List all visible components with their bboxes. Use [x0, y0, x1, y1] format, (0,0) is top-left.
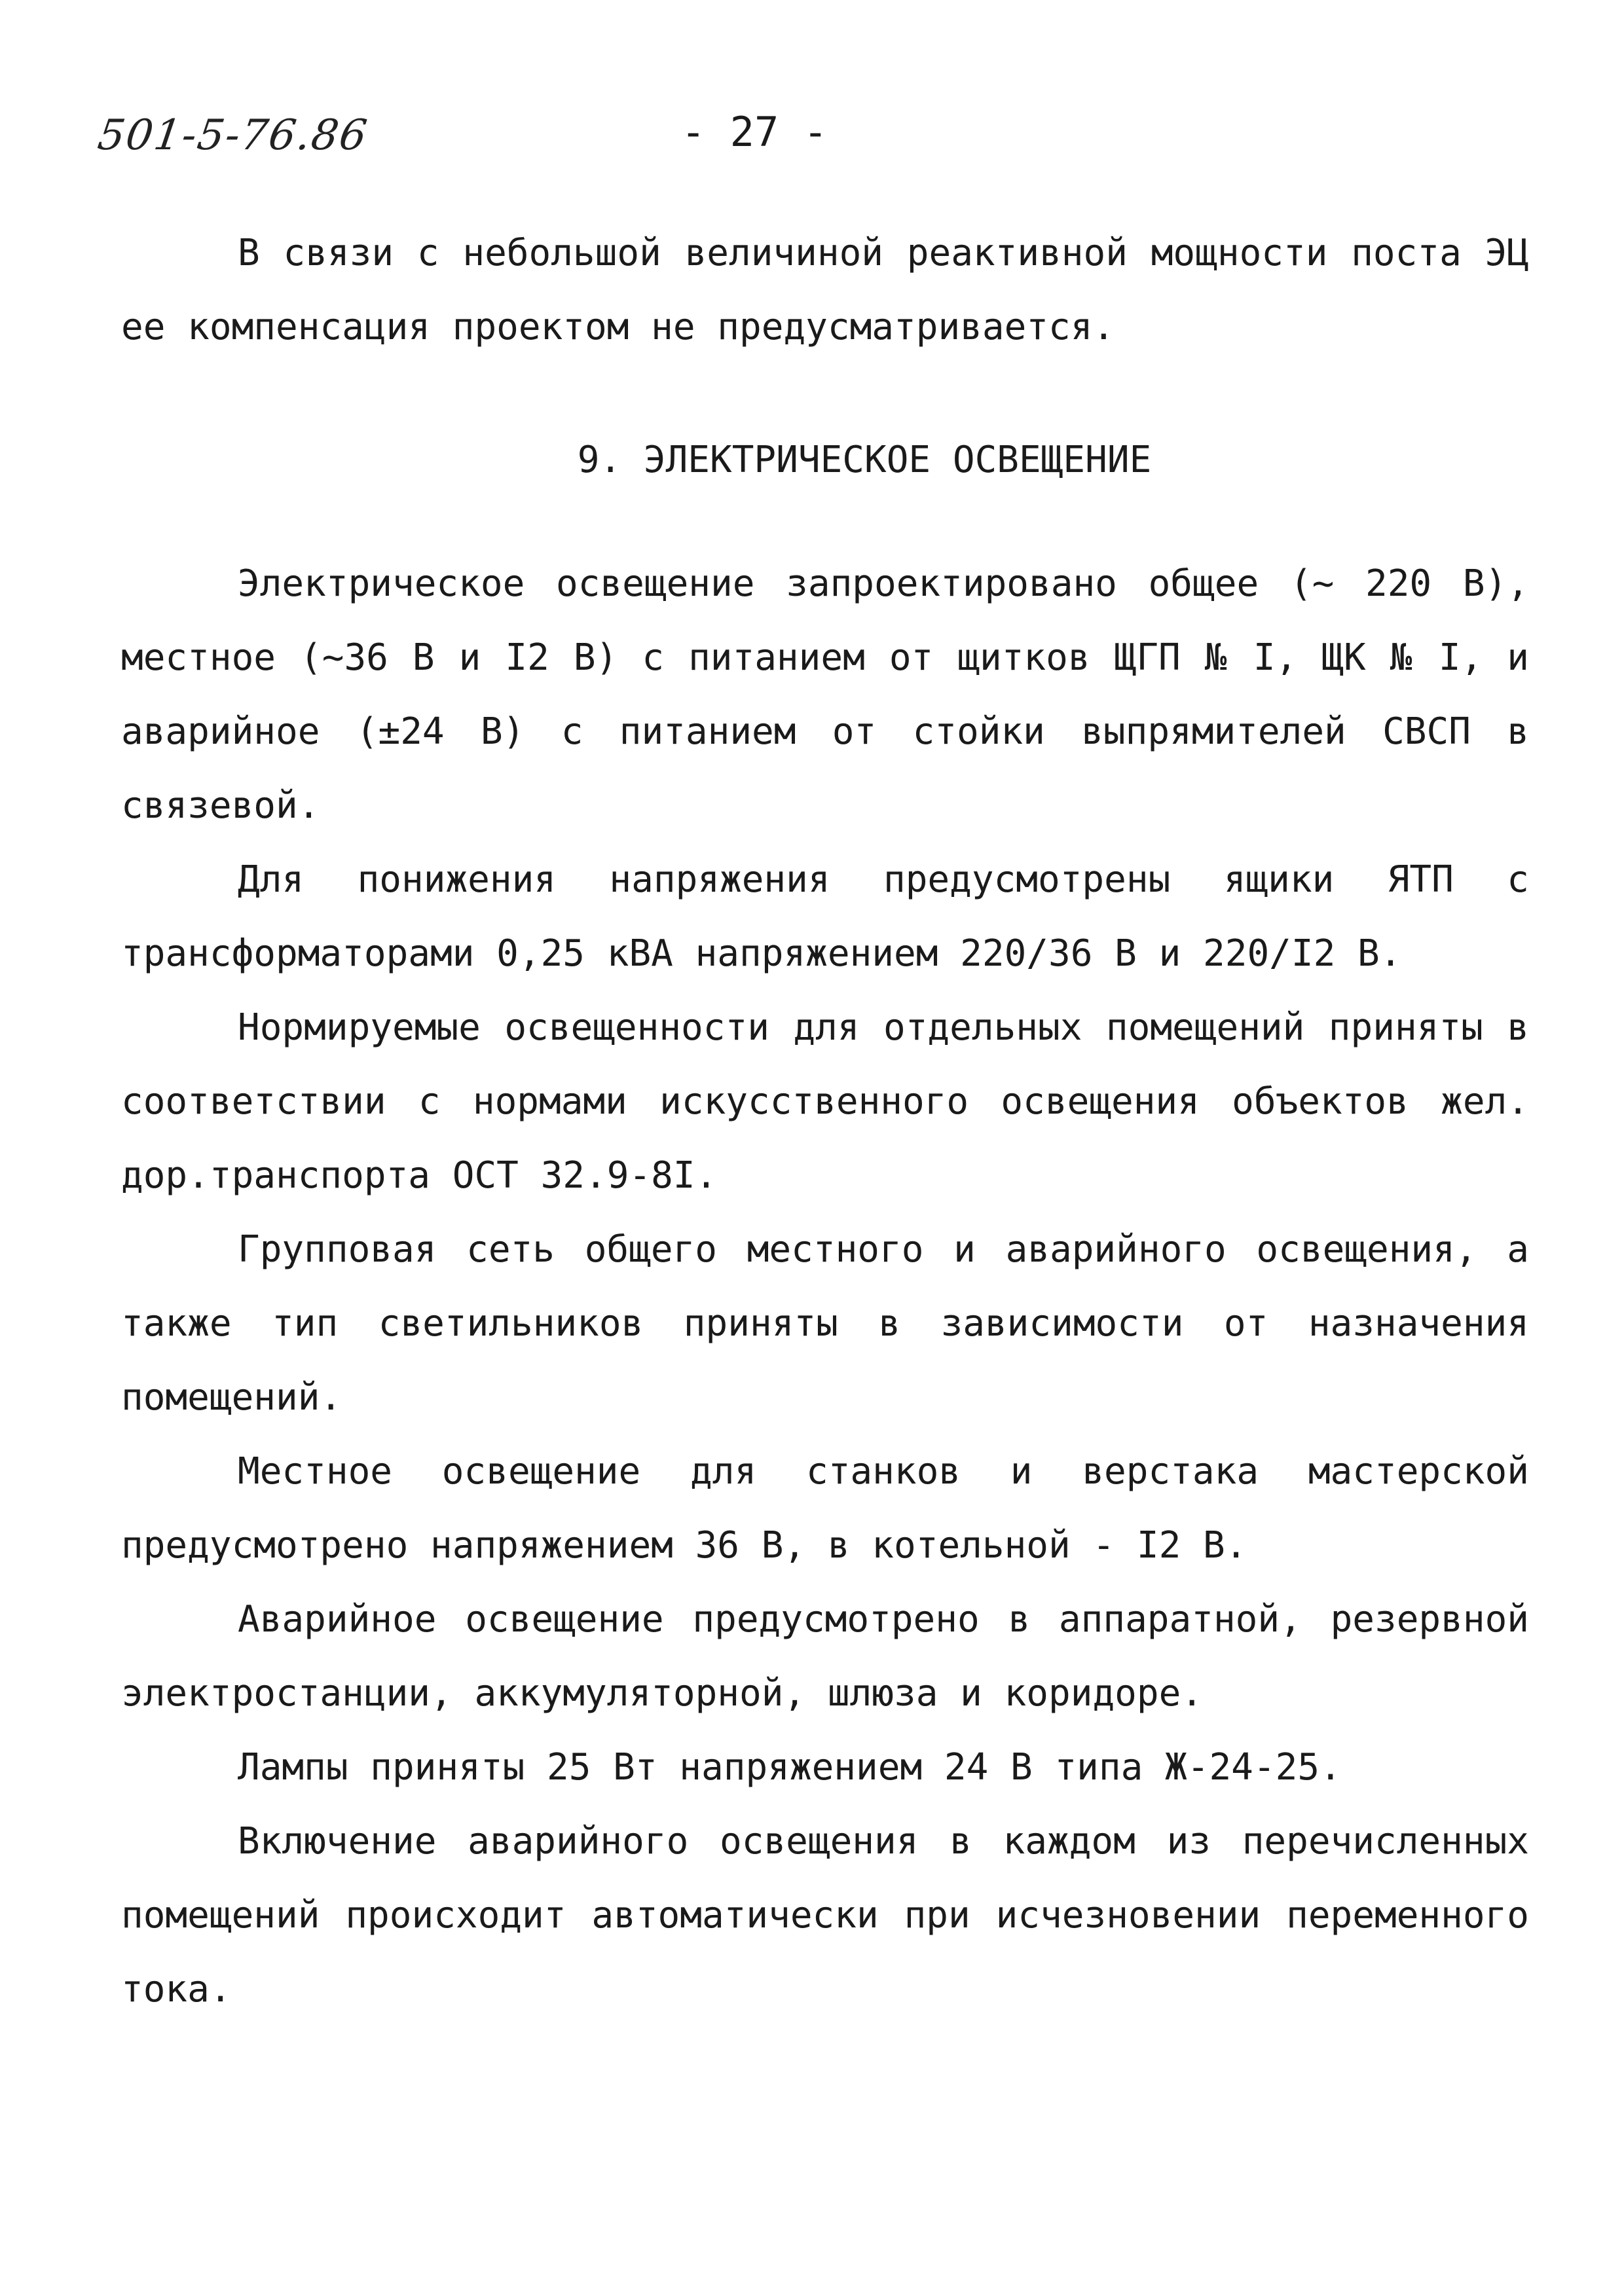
page-number: - 27 - — [681, 108, 828, 156]
paragraph-group-network: Групповая сеть общего местного и аварийного освещения, а также тип светильников приняты в зависимости от назначения помещений. — [121, 1228, 1529, 1419]
paragraph-emergency-switching: Включение аварийного освещения в каждом из перечисленных помещений происходит автоматически при исчезновении переменного тока. — [121, 1820, 1529, 2011]
intro-text-block — [121, 216, 1529, 364]
section-heading-text: 9. ЭЛЕКТРИЧЕСКОЕ ОСВЕЩЕНИЕ — [577, 439, 1152, 481]
paragraph-local-lighting: Местное освещение для станков и верстака мастерской предусмотрено напряжением 36 В, в котельной - I2 В. — [121, 1450, 1529, 1567]
section-text-block — [121, 547, 1529, 2026]
paragraph-voltage-reduction: Для понижения напряжения предусмотрены ящики ЯТП с трансформаторами 0,25 кВА напряжением 220/36 В и 220/I2 В. — [121, 858, 1529, 975]
document-code: 501-5-76.86 — [94, 111, 371, 160]
paragraph-lighting-types: Электрическое освещение запроектировано общее (~ 220 В), местное (~36 В и I2 В) с питанием от щитков ЩГП № I, ЩК № I, и аварийное (±24 В) с питанием от стойки выпрямителей СВСП в связевой. — [121, 562, 1529, 827]
paragraph-illumination-norms: Нормируемые освещенности для отдельных помещений приняты в соответствии с нормами искусственного освещения объектов жел. дор.транспорта ОСТ 32.9-8I. — [121, 1006, 1529, 1197]
paragraph-emergency-lighting: Аварийное освещение предусмотрено в аппаратной, резервной электростанции, аккумуляторной, шлюза и коридоре. — [121, 1598, 1529, 1715]
intro-paragraph: В связи с небольшой величиной реактивной мощности поста ЭЦ ее компенсация проектом не предусматривается. — [121, 232, 1529, 348]
paragraph-lamps: Лампы приняты 25 Вт напряжением 24 В типа Ж-24-25. — [238, 1746, 1342, 1789]
section-heading — [0, 439, 1624, 481]
